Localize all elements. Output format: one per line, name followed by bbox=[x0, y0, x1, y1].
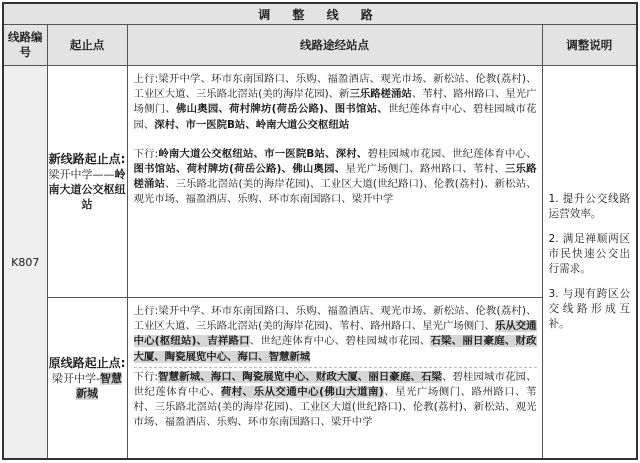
new-stops-segment: 三乐路槎涌站 bbox=[133, 163, 537, 191]
direction-label: 下行: bbox=[133, 147, 159, 160]
header-endpoints: 起止点 bbox=[47, 25, 127, 66]
old-line-endpoints-text bbox=[48, 371, 127, 401]
stops-segment: 世纪莲体育中心、碧桂园城市花园、 bbox=[133, 103, 537, 131]
direction-label: 上行: bbox=[133, 73, 159, 85]
old-line-end: 智慧新城 bbox=[76, 372, 122, 400]
header-row bbox=[3, 25, 637, 66]
route-adjustment-table bbox=[2, 2, 638, 460]
changed-stops-segment: 石梁、丽日豪庭、财政大厦、陶瓷展览中心、海口、智慧新城 bbox=[133, 335, 537, 363]
note-item: 3. 与现有跨区公交线路形成互补。 bbox=[548, 288, 631, 330]
new-stops-segment: 深村、市一医院B站、岭南大道公交枢纽站 bbox=[154, 118, 350, 131]
new-line-end: 岭南大道公交枢纽站 bbox=[48, 168, 126, 211]
old-line-start: 梁开中学- bbox=[52, 372, 100, 385]
stops-segment: 、碧桂园城市花园、世纪莲体育中心、 bbox=[133, 370, 537, 399]
old-line-up-direction bbox=[134, 304, 537, 365]
new-line-row bbox=[3, 66, 637, 298]
header-line-code: 线路编号 bbox=[3, 25, 47, 66]
table-title-row bbox=[3, 3, 637, 25]
stops-segment: 梁开中学、环市东南国路口、乐购、福盈酒店、观光市场、新松站、伦教(荔村)、工业区大道、三乐路北滘站(美的海岸花园)、新 bbox=[133, 73, 537, 101]
new-line-endpoints bbox=[47, 66, 127, 298]
header-stops: 线路途经站点 bbox=[127, 25, 542, 66]
new-stops-segment: 岭南大道公交枢纽站、市一医院B站、深村、 bbox=[158, 147, 368, 160]
header-notes: 调整说明 bbox=[542, 25, 637, 66]
old-line-endpoints bbox=[47, 298, 127, 460]
new-line-lead: 新线路起止点: bbox=[48, 152, 126, 166]
old-line-down-direction bbox=[134, 367, 537, 431]
direction-label: 下行: bbox=[133, 370, 159, 383]
old-line-row bbox=[3, 298, 637, 460]
new-stops-segment: 三乐路槎涌站 bbox=[349, 88, 412, 101]
direction-label: 上行: bbox=[133, 305, 159, 317]
changed-stops-segment: 智慧新城、海口、陶瓷展览中心、财政大厦、丽日豪庭、石梁 bbox=[158, 370, 442, 383]
table-title: 调 整 线 路 bbox=[3, 3, 637, 25]
old-line-stops bbox=[127, 298, 542, 460]
stops-segment: 、星光广场侧门、路州路口、苇村、三乐路北滘站(美的海岸花园)、工业区大道(世纪路口)、伦教(荔村)、新松站、观光市场、福盈酒店、乐购、环市东南国路口、梁开中学 bbox=[133, 386, 537, 429]
changed-stops-segment: 乐从交通中心(枢纽站)、吉祥路口 bbox=[133, 320, 537, 348]
stops-segment: 、苇村、路州路口、星光广场侧门、 bbox=[133, 88, 537, 116]
stops-segment: 碧桂园城市花园、世纪莲体育中心、 bbox=[367, 147, 537, 160]
new-line-stops bbox=[127, 66, 542, 298]
stops-segment: 梁开中学、环市东南国路口、乐购、福盈酒店、观光市场、新松站、伦教(荔村)、工业区大道、三乐路北滘站(美的海岸花园)、苇村、路州路口、星光广场侧门、 bbox=[133, 305, 537, 333]
stops-segment: 星光广场侧门、路州路口、苇村、 bbox=[345, 163, 505, 176]
note-item: 2. 满足禅顺两区市民快速公交出行需求。 bbox=[548, 233, 631, 275]
new-line-start: 梁开中学—— bbox=[48, 168, 115, 181]
changed-stops-segment: 荷村、乐从交通中心(佛山大道南) bbox=[220, 386, 384, 399]
new-line-up-direction bbox=[134, 72, 537, 133]
new-line-endpoints-text bbox=[48, 167, 127, 212]
stops-segment: 、世纪莲体育中心、碧桂园城市花园、 bbox=[249, 335, 431, 348]
adjustment-notes bbox=[542, 66, 637, 460]
new-stops-segment: 图书馆站、荷村牌坊(荷岳公路)、佛山奥园、 bbox=[133, 163, 346, 176]
new-stops-segment: 佛山奥园、荷村牌坊(荷岳公路)、图书馆站、 bbox=[176, 103, 388, 116]
note-item: 1. 提升公交线路运营效率。 bbox=[548, 193, 631, 220]
line-code-cell: K807 bbox=[3, 66, 47, 460]
old-line-lead: 原线路起止点: bbox=[48, 356, 126, 370]
stops-segment: 、三乐路北滘站(美的海岸花园)、工业区大道(世纪路口)、伦教(荔村)、新松站、观光市场、福盈酒店、乐购、环市东南国路口、梁开中学 bbox=[133, 178, 537, 206]
new-line-down-direction bbox=[134, 147, 537, 208]
